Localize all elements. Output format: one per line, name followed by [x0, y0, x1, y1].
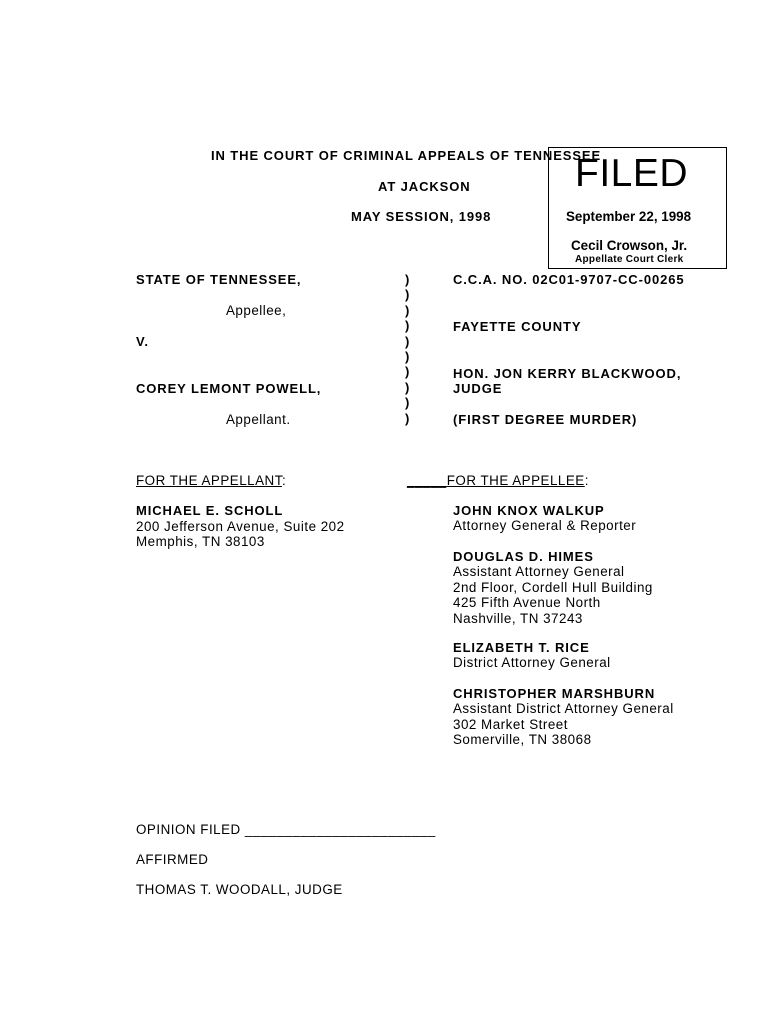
caption-paren: ) — [405, 395, 410, 411]
caption-paren: ) — [405, 410, 410, 426]
attorney-name: ELIZABETH T. RICE — [453, 640, 590, 655]
appellant-counsel-address2: Memphis, TN 38103 — [136, 534, 265, 549]
attorney-name: JOHN KNOX WALKUP — [453, 503, 605, 518]
court-session: MAY SESSION, 1998 — [351, 209, 492, 224]
caption-paren: ) — [405, 348, 410, 364]
appellee-attorney-3 — [453, 640, 611, 671]
plaintiff-role: Appellee, — [226, 303, 287, 318]
court-location: AT JACKSON — [378, 179, 471, 194]
caption-paren: ) — [405, 272, 410, 287]
trial-judge-line2: JUDGE — [453, 381, 503, 396]
attorney-name: CHRISTOPHER MARSHBURN — [453, 686, 656, 701]
appellant-counsel-heading: FOR THE APPELLANT: — [136, 473, 287, 488]
attorney-detail: Nashville, TN 37243 — [453, 610, 583, 626]
filed-stamp-clerk-title: Appellate Court Clerk — [575, 254, 684, 265]
attorney-detail: Assistant District Attorney General — [453, 701, 674, 717]
opinion-filed-line: OPINION FILED ________________________ — [136, 822, 436, 837]
attorney-detail: Attorney General & Reporter — [453, 518, 637, 534]
caption-paren: ) — [405, 287, 410, 303]
appellant-counsel-address1: 200 Jefferson Avenue, Suite 202 — [136, 519, 345, 534]
caption-paren: ) — [405, 318, 410, 334]
attorney-detail: 302 Market Street — [453, 716, 568, 732]
caption-paren: ) — [405, 364, 410, 380]
appellee-attorney-2 — [453, 549, 653, 626]
appellee-attorney-1 — [453, 503, 636, 534]
opinion-author: THOMAS T. WOODALL, JUDGE — [136, 882, 343, 897]
offense: (FIRST DEGREE MURDER) — [453, 412, 638, 427]
defendant-role: Appellant. — [226, 412, 291, 427]
attorney-name: DOUGLAS D. HIMES — [453, 549, 594, 564]
county: FAYETTE COUNTY — [453, 319, 582, 334]
defendant-name: COREY LEMONT POWELL, — [136, 381, 322, 396]
filed-stamp-word: FILED — [575, 152, 689, 195]
versus-label: V. — [136, 334, 149, 349]
appellee-attorney-4 — [453, 686, 674, 748]
trial-judge-line1: HON. JON KERRY BLACKWOOD, — [453, 366, 682, 381]
court-name: IN THE COURT OF CRIMINAL APPEALS OF TENNESSEE — [211, 148, 602, 163]
disposition: AFFIRMED — [136, 852, 209, 867]
appellee-counsel-heading: _____FOR THE APPELLEE: — [407, 473, 589, 488]
caption-paren: ) — [405, 379, 410, 395]
attorney-detail: 2nd Floor, Cordell Hull Building — [453, 579, 653, 595]
attorney-detail: 425 Fifth Avenue North — [453, 595, 601, 611]
filed-stamp-clerk: Cecil Crowson, Jr. — [571, 238, 688, 253]
appellant-counsel-name: MICHAEL E. SCHOLL — [136, 503, 284, 518]
plaintiff-name: STATE OF TENNESSEE, — [136, 272, 302, 287]
attorney-detail: District Attorney General — [453, 655, 611, 671]
caption-paren: ) — [405, 302, 410, 318]
caption-paren: ) — [405, 333, 410, 349]
attorney-detail: Assistant Attorney General — [453, 564, 625, 580]
caption-separator — [405, 272, 415, 426]
attorney-detail: Somerville, TN 38068 — [453, 732, 592, 748]
case-number: C.C.A. NO. 02C01-9707-CC-00265 — [453, 272, 685, 287]
filed-stamp-date: September 22, 1998 — [566, 209, 692, 224]
